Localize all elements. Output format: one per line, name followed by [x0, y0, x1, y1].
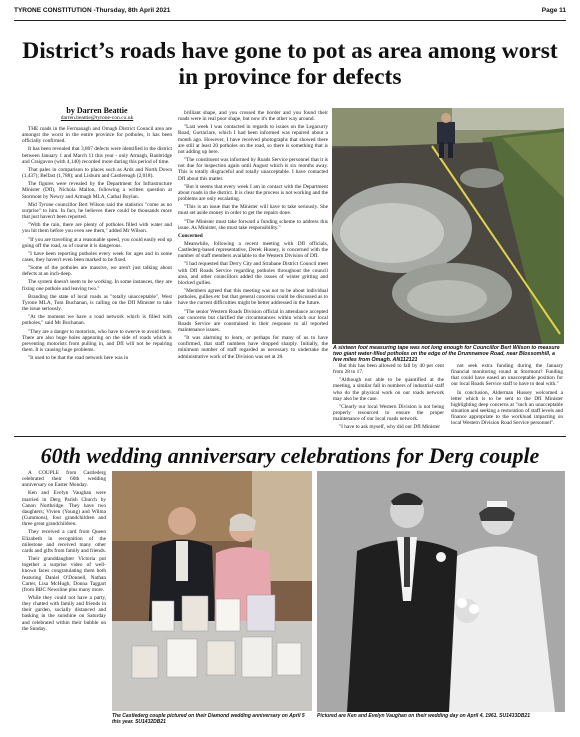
paragraph: The system doesn't seem to be working. In some instances, they are fixing one pothole and leaving two." — [22, 279, 172, 292]
paragraph: "I had requested that Derry City and Strabane District Council meet with DfI Roads Service regarding potholes throughout the council area, and other councillors added the issues of winter gritting and blocked gullies. — [178, 261, 328, 286]
story-column-1 — [22, 126, 172, 426]
paragraph: "I have been reporting potholes every week for ages and in some cases, they haven't even been marked to be fixed. — [22, 250, 172, 263]
paragraph: They received a card from Queen Elizabeth in recognition of the milestone and received many other cards and gifts from family and friends. — [22, 529, 106, 554]
paragraph: A COUPLE from Castlederg celebrated their 60th wedding anniversary on Easter Monday. — [22, 470, 106, 489]
publication-date: TYRONE CONSTITUTION -Thursday, 8th April 2021 — [14, 7, 171, 14]
author-email[interactable]: darren.beattie@tyrone-con.co.uk — [60, 115, 134, 121]
paragraph: "They are a danger to motorists, who have to swerve to avoid them. There are also huge holes appearing on the side of roads which is preventing motorists from pulling in, and DfI will not be repairing them. It is causing huge problems. — [22, 328, 172, 353]
paragraph: In conclusion, Alderman Hussey welcomed a letter which is to be sent to the DfI Minister highlighting deep concerns at "such an unacceptable situation and seeking a restoration of staff levels and finance appropriate to the workload impacting on local Western Division Road Service personnel". — [451, 389, 563, 427]
anniversary-photo-caption: The Castlederg couple pictured on their Diamond wedding anniversary on April 5 this year. SU1432DB21 — [112, 713, 305, 725]
section-divider — [14, 436, 566, 437]
author-name: by Darren Beattie — [66, 106, 128, 115]
wedding-photo-caption: Pictured are Ken and Evelyn Vaughan on their wedding day on April 4, 1961. SU1433DB21 — [317, 713, 531, 719]
story2-headline: 60th wedding anniversary celebrations for Derg couple — [40, 443, 540, 468]
paragraph: The figures were revealed by the Department for Infrastructure Minister (DfI), Nichola Mallon, following a written question at Stormont by Newry and Armagh MLA, Cathal Boylan. — [22, 181, 172, 200]
paragraph: THE roads in the Fermanagh and Omagh District Council area are amongst the worst in the entire province for potholes, it has been officially confirmed. — [22, 126, 172, 145]
paragraph: It has been revealed that 3,807 defects were identified in the district between January 1 and March 11 this year - only Armagh, Banbridge and Craigavon (with 4,140) recorded more during this period of time. — [22, 146, 172, 165]
paragraph: "The senior Western Roads Division official in attendance accepted our concerns but clarified the circumstances within which our local Roads Service are constrained in their response to all reported maintenance issues. — [178, 308, 328, 333]
paragraph: "But it seems that every week I am in contact with the Department about roads in the district. It is clear the process is not working and the problems are only escalating. — [178, 183, 328, 203]
paragraph: But this has been allowed to fall by 40 per cent from 28 to 17. — [333, 363, 444, 376]
byline — [22, 106, 172, 121]
paragraph: "The constituent was informed by Roads Service personnel that it is not due for inspection again until August which is six months away. This is totally disgraceful and totally unacceptable. I have contacted DfI about this matter. — [178, 157, 328, 182]
paragraph: "Some of the potholes are massive, we aren't just talking about defects at an inch-deep. — [22, 265, 172, 278]
paragraph: "At the moment we have a road network which is filled with potholes," said Mr Buchanan. — [22, 314, 172, 327]
story-headline: District’s roads have gone to pot as area among worst in province for defects — [22, 38, 558, 90]
story-column-3 — [333, 363, 444, 431]
paragraph: brilliant shape, and you crossed the border and you found their roads were in real poor shape, but now it's the other way around. — [178, 110, 328, 123]
paragraph: Mid Tyrone councillor Bert Wilson said the statistics "come as no surprise" to him. In fact, he believes there could be thousands more that just haven't been reported. — [22, 201, 172, 221]
paragraph: That pales in comparison to places such as Ards and North Down (1,437); Belfast (1,788); and Lisburn and Castlereagh (2,018). — [22, 166, 172, 180]
paragraph: not seek extra funding during the January financial monitoring round at Stormont? Funding that could have eased an unacceptable position for our local Roads Service staff to have to deal with." — [451, 363, 563, 388]
page-number: Page 11 — [541, 7, 566, 14]
paragraph: "The Minister must take forward a funding scheme to address this issue. As Minister, she must take responsibility." — [178, 218, 328, 231]
paragraph: Their granddaughter Victoria put together a surprise video of well-known faces congratulating them both featuring Daniel O'Donnell, Nathan Carter, Lisa McHugh, Donna Taggart (from BBC Newsline plus many more. — [22, 556, 106, 593]
paragraph: "If you are travelling at a reasonable speed, you could easily end up going off the road, so of course it is dangerous. — [22, 236, 172, 249]
story2-column — [22, 470, 106, 732]
paragraph: "Clearly our local Western Division is not being properly resourced to ensure the proper maintenance of our local roads network. — [333, 403, 444, 423]
paragraph: "Last week I was contacted in regards to issues on the Legacurry Road, Gortaclare, which I had been informed was repaired about a month ago. However, I have received photographs that showed there are still at least 20 potholes on the road, so there is something that is not adding up here. — [178, 124, 328, 155]
paragraph: "It was alarming to learn, or perhaps for many of us to have confirmed, that staff numbers have dropped sharply. Initially, the minimum number of staff regarded as necessary to undertake the administrative work of the Division was set at 28. — [178, 335, 328, 360]
paragraph: "I have to ask myself, why did our DfI Minister — [339, 424, 441, 431]
paragraph: Branding the state of local roads as "totally unacceptable", West Tyrone MLA, Tom Buchanan, is calling on the DfI Minister to take the issue seriously. — [22, 293, 172, 313]
paragraph: "This is an issue that the Minister will have to take seriously. She must set aside money in order to get the repairs done. — [178, 204, 328, 217]
paragraph: While they could not have a party, they chatted with family and friends in their garden, socially distanced and basking in the sunshine on Saturday and celebrated within their bubble on the Sunday. — [22, 594, 106, 632]
subheading: Concerned — [178, 232, 203, 239]
paragraph: "It used to be that the road network here was in — [28, 355, 129, 362]
pothole-photo-caption: A sixteen foot measuring tape was not long enough for Councillor Bert Wilson to measure two giant water-filled potholes on the edge of the Drumnamoe Road, near Blossomhill, a few miles from Omagh. AN112121 — [333, 345, 560, 363]
pothole-photo — [332, 108, 564, 344]
paragraph: Meanwhile, following a recent meeting with DfI officials, Castlederg-based representative, Derek Hussey, is concerned with the number of staff members available to the Western Division of DfI. — [178, 240, 328, 260]
story-column-2 — [178, 110, 328, 428]
wedding-day-photo — [317, 471, 565, 712]
anniversary-couple-photo — [112, 471, 312, 711]
paragraph: Ken and Evelyn Vaughan were married in Derg Parish Church by Canon Northridge. They have two daughters; Vivien (Young) and Wilma (Cummons), four grandchildren and three great grandchildren. — [22, 490, 106, 528]
paragraph: "Although not able to be quantified at the meeting, a similar fall in numbers of industrial staff who do the physical work on our roads network may also be the case. — [333, 377, 444, 402]
page-header — [14, 4, 566, 21]
paragraph: "Members agreed that this meeting was not to be about individual potholes, gullies etc but that general concerns could be discussed as to have the current difficulties might be better addressed in the future. — [178, 288, 328, 307]
story-column-4 — [451, 363, 563, 431]
paragraph: "With the rain, there are plenty of potholes filled with water and you hit them before you even see them," added Mr Wilson. — [22, 222, 172, 235]
